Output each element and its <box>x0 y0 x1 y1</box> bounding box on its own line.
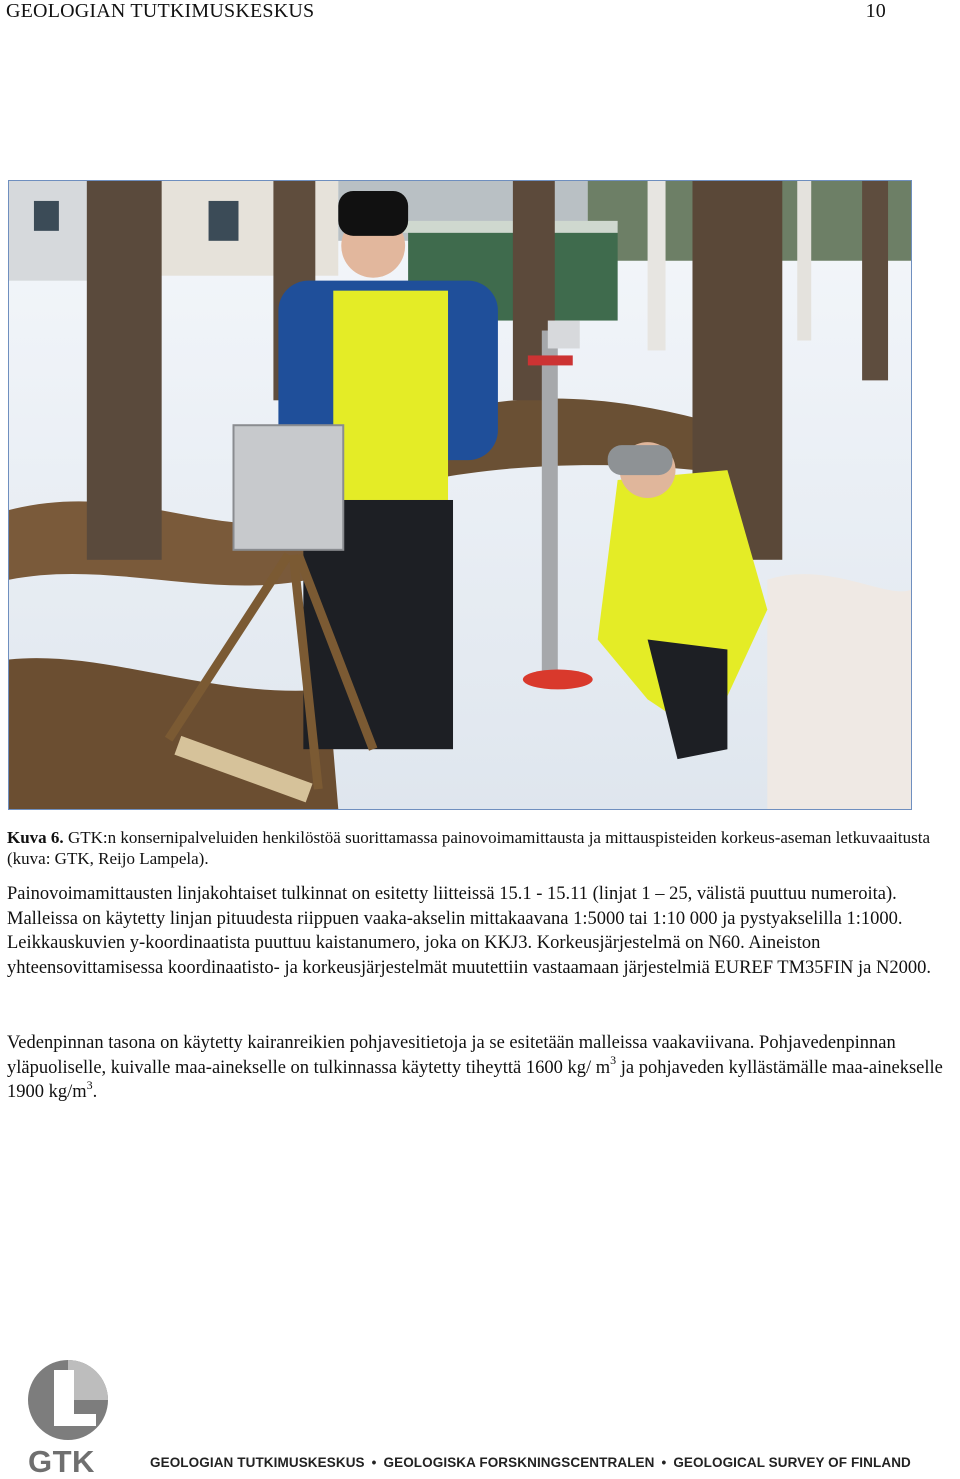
p2-text-1: Vedenpinnan tasona on käytetty kairanreikien pohjavesitietoja ja se esitetään malleissa vaakaviivana. Pohjavedenpinnan yläpuoliselle, kuivalle maa-ainekselle on tulkinnassa käytetty tiheyttä 1600 kg/ m <box>7 1033 896 1078</box>
figure-caption <box>7 827 952 869</box>
header-org-name: GEOLOGIAN TUTKIMUSKESKUS <box>6 0 315 22</box>
figure-caption-text: GTK:n konsernipalveluiden henkilöstöä suorittamassa painovoimamittausta ja mittauspisteiden korkeus-aseman letkuvaaitusta (kuva: GTK, Reijo Lampela). <box>7 828 931 868</box>
footer-org-sv: GEOLOGISKA FORSKNINGSCENTRALEN <box>383 1455 655 1470</box>
page-header <box>6 0 886 24</box>
gtk-logo-icon <box>26 1356 110 1446</box>
footer-org-fi: GEOLOGIAN TUTKIMUSKESKUS <box>150 1455 365 1470</box>
footer-separator: • <box>371 1455 377 1470</box>
field-photo <box>8 180 912 810</box>
footer-org-en: GEOLOGICAL SURVEY OF FINLAND <box>673 1455 911 1470</box>
p2-text-2: ja pohjaveden kyllästämälle maa-ainekselle 1900 kg/m <box>7 1057 943 1102</box>
paragraph-water-level <box>7 1031 952 1105</box>
page-number: 10 <box>865 0 886 22</box>
p2-text-3: . <box>92 1082 98 1102</box>
p2-superscript-2: 3 <box>86 1077 93 1092</box>
figure-label: Kuva 6. <box>7 828 64 847</box>
paragraph-interpretations: Painovoimamittausten linjakohtaiset tulkinnat on esitetty liitteissä 15.1 - 15.11 (linjat 1 – 25, välistä puuttuu numeroita). Malleissa on käytetty linjan pituudesta riippuen vaaka-akselin mittakaavana 1:5000 tai 1:10 000 ja pystyakselilla 1:1000. Leikkauskuvien y-koordinaatista puuttuu kaistanumero, joka on KKJ3. Korkeusjärjestelmä on N60. Aineiston yhteensovittamisessa koordinaatisto- ja korkeusjärjestelmät muutettiin vastaamaan järjestelmiä EUREF TM35FIN ja N2000. <box>7 884 931 978</box>
footer-separator: • <box>661 1455 667 1470</box>
photo-illustration <box>9 181 911 809</box>
p2-superscript-1: 3 <box>610 1053 617 1068</box>
gtk-logo-text: GTK <box>28 1444 95 1479</box>
footer-organizations <box>150 1455 910 1471</box>
